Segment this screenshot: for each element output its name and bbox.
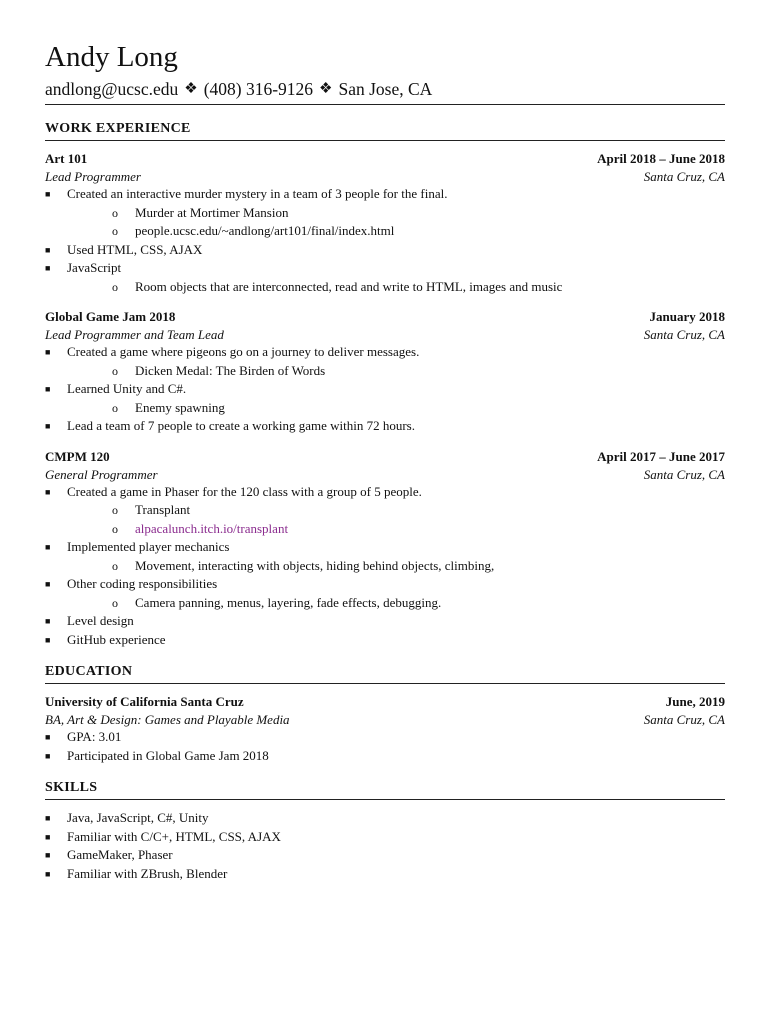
resume-name: Andy Long — [45, 41, 178, 73]
square-bullet-icon: ■ — [45, 542, 51, 552]
bullet-item: ■ Participated in Global Game Jam 2018 — [45, 747, 725, 766]
sub-bullet-item[interactable] — [67, 222, 725, 241]
education-entry — [45, 693, 725, 765]
bullet-item: ■ GPA: 3.01 — [45, 728, 725, 747]
section-title-education: EDUCATION — [45, 664, 133, 679]
bullet-item: ■ JavaScript o Room objects that are interconnected, read and write to HTML, images and music — [45, 259, 725, 296]
circle-bullet-icon: o — [112, 279, 118, 294]
square-bullet-icon: ■ — [45, 263, 51, 273]
school-name: University of California Santa Cruz — [45, 694, 244, 709]
bullet-item: ■ Created a game in Phaser for the 120 class with a group of 5 people. o Transplant o alpacalunch.itch.io/transplant — [45, 483, 725, 539]
square-bullet-icon: ■ — [45, 579, 51, 589]
work-entry — [45, 308, 725, 436]
bullet-item: ■ GitHub experience — [45, 631, 725, 650]
bullet-item: ■ Used HTML, CSS, AJAX — [45, 241, 725, 260]
bullet-item: ■ Lead a team of 7 people to create a working game within 72 hours. — [45, 417, 725, 436]
square-bullet-icon: ■ — [45, 634, 51, 645]
square-bullet-icon: ■ — [45, 813, 51, 823]
entry-place: Santa Cruz, CA — [643, 466, 725, 482]
phone-text: (408) 316-9126 — [203, 79, 314, 99]
circle-bullet-icon: o — [112, 224, 118, 238]
square-bullet-icon: ■ — [45, 616, 51, 626]
circle-bullet-icon: o — [112, 503, 118, 517]
location-text: San Jose, CA — [338, 79, 433, 99]
separator-icon: ❖ — [184, 81, 198, 97]
bullet-item: ■ Other coding responsibilities o Camera panning, menus, layering, fade effects, debugging. — [45, 575, 725, 612]
work-entry — [45, 448, 725, 650]
entry-org: Art 101 — [45, 151, 88, 166]
degree-text: BA, Art & Design: Games and Playable Media — [45, 712, 290, 727]
skill-item: ■ Familiar with C/C+, HTML, CSS, AJAX — [45, 828, 725, 847]
bullet-item: ■ Created a game where pigeons go on a journey to deliver messages. o Dicken Medal: The Birden of Words — [45, 343, 725, 380]
entry-role: Lead Programmer and Team Lead — [45, 327, 224, 342]
skills-list — [45, 809, 725, 883]
square-bullet-icon: ■ — [45, 486, 51, 497]
skill-item: ■ Java, JavaScript, C#, Unity — [45, 809, 725, 828]
sub-bullet-item: o Enemy spawning — [67, 399, 725, 418]
sub-bullet-item: o Camera panning, menus, layering, fade effects, debugging. — [67, 594, 725, 613]
circle-bullet-icon: o — [112, 595, 118, 610]
project-url: people.ucsc.edu/~andlong/art101/final/index.html — [135, 223, 395, 238]
square-bullet-icon: ■ — [45, 750, 51, 761]
circle-bullet-icon: o — [112, 205, 118, 220]
skill-item: ■ GameMaker, Phaser — [45, 846, 725, 865]
square-bullet-icon: ■ — [45, 850, 51, 860]
square-bullet-icon: ■ — [45, 831, 51, 842]
sub-bullet-item[interactable] — [67, 520, 725, 539]
bullet-item: ■ Level design — [45, 612, 725, 631]
square-bullet-icon: ■ — [45, 189, 51, 199]
contact-line — [45, 78, 725, 100]
square-bullet-icon: ■ — [45, 421, 51, 431]
entry-org: Global Game Jam 2018 — [45, 309, 176, 324]
circle-bullet-icon: o — [112, 400, 118, 415]
sub-bullet-item: o Movement, interacting with objects, hiding behind objects, climbing, — [67, 557, 725, 576]
circle-bullet-icon: o — [112, 558, 118, 573]
school-place: Santa Cruz, CA — [643, 712, 725, 727]
square-bullet-icon: ■ — [45, 244, 51, 255]
bullet-item: ■ Created an interactive murder mystery in a team of 3 people for the final. o Murder at Mortimer Mansion o people.ucsc.edu/~andlong/art101/final/index.html — [45, 185, 725, 241]
entry-date: January 2018 — [649, 309, 725, 324]
sub-bullet-item: o Dicken Medal: The Birden of Words — [67, 362, 725, 381]
entry-org: CMPM 120 — [45, 448, 110, 464]
work-entry — [45, 150, 725, 296]
section-title-work: WORK EXPERIENCE — [45, 121, 191, 136]
resume-page — [45, 40, 725, 883]
entry-date: April 2018 – June 2018 — [597, 151, 725, 166]
sub-bullet-item: o Murder at Mortimer Mansion — [67, 204, 725, 223]
square-bullet-icon: ■ — [45, 347, 51, 357]
square-bullet-icon: ■ — [45, 732, 51, 742]
graduation-date: June, 2019 — [665, 694, 725, 709]
email-text[interactable]: andlong@ucsc.edu — [45, 79, 179, 99]
entry-role: Lead Programmer — [45, 169, 141, 184]
sub-bullet-item: o Transplant — [67, 501, 725, 520]
square-bullet-icon: ■ — [45, 868, 51, 879]
separator-icon: ❖ — [319, 81, 333, 97]
bullet-item: ■ Implemented player mechanics o Movement, interacting with objects, hiding behind objects, climbing, — [45, 538, 725, 575]
skill-item: ■ Familiar with ZBrush, Blender — [45, 865, 725, 884]
section-title-skills: SKILLS — [45, 780, 98, 795]
entry-place: Santa Cruz, CA — [643, 169, 725, 184]
entry-role: General Programmer — [45, 466, 158, 482]
bullet-item: ■ Learned Unity and C#. o Enemy spawning — [45, 380, 725, 417]
circle-bullet-icon: o — [112, 521, 118, 536]
sub-bullet-item: o Room objects that are interconnected, read and write to HTML, images and music — [67, 278, 725, 297]
itch-link[interactable]: alpacalunch.itch.io/transplant — [135, 520, 289, 536]
entry-date: April 2017 – June 2017 — [597, 448, 725, 464]
circle-bullet-icon: o — [112, 363, 118, 378]
entry-place: Santa Cruz, CA — [643, 327, 725, 342]
square-bullet-icon: ■ — [45, 384, 51, 394]
